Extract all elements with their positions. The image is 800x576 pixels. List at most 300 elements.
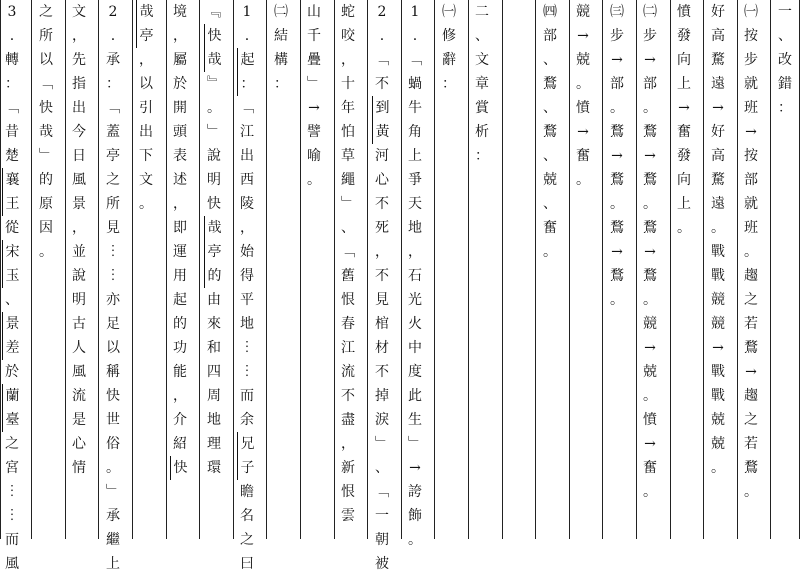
glyph: 鶩: [744, 340, 758, 356]
glyph: 蝸: [408, 76, 422, 92]
glyph: 由: [207, 292, 221, 308]
text-column: [506, 0, 526, 539]
glyph: 2: [377, 4, 387, 20]
glyph: 競: [711, 316, 725, 332]
glyph: 哉: [39, 124, 53, 140]
glyph: 騖: [711, 172, 725, 188]
glyph: 掉: [375, 388, 389, 404]
glyph: ︙: [240, 364, 254, 380]
glyph: →: [308, 100, 320, 116]
text-column: [540, 0, 560, 539]
grid-line: [770, 0, 771, 539]
glyph: 玉: [2, 264, 22, 288]
glyph: 風: [72, 172, 86, 188]
glyph: 、: [5, 292, 19, 308]
glyph: 兢: [711, 436, 725, 452]
glyph: 高: [711, 28, 725, 44]
glyph: 步: [744, 52, 758, 68]
glyph: 先: [72, 52, 86, 68]
glyph: 地: [240, 316, 254, 332]
glyph: ﹁: [408, 52, 422, 68]
glyph: 章: [475, 76, 489, 92]
glyph: 鶩: [744, 460, 758, 476]
glyph: 紹: [173, 436, 187, 452]
glyph: 。: [677, 220, 691, 236]
glyph: ，: [240, 220, 254, 236]
glyph: 千: [307, 28, 321, 44]
glyph: ，: [173, 196, 187, 212]
glyph: 疊: [307, 52, 321, 68]
glyph: 能: [173, 364, 187, 380]
text-column: [775, 0, 795, 539]
glyph: ㈢: [610, 4, 624, 20]
glyph: 。: [139, 196, 153, 212]
glyph: 新: [341, 460, 355, 476]
text-column: [674, 0, 694, 539]
glyph: 恨: [341, 484, 355, 500]
glyph: ﹂: [375, 436, 389, 452]
glyph: 奮: [543, 220, 557, 236]
glyph: 奮: [677, 124, 691, 140]
glyph: 開: [173, 100, 187, 116]
glyph: 文: [139, 172, 153, 188]
glyph: 。: [744, 244, 758, 260]
glyph: 騖: [711, 52, 725, 68]
text-column: [304, 0, 324, 539]
glyph: 。: [106, 460, 120, 476]
glyph: 光: [408, 292, 422, 308]
glyph: ﹁: [5, 100, 19, 116]
glyph: 世: [106, 412, 120, 428]
glyph: 草: [341, 148, 355, 164]
grid-line: [31, 0, 32, 539]
glyph: 之: [39, 4, 53, 20]
glyph: 部: [643, 76, 657, 92]
glyph: 昔: [5, 124, 19, 140]
glyph: 角: [408, 124, 422, 140]
glyph: 。: [408, 532, 422, 548]
glyph: 引: [139, 100, 153, 116]
grid-line: [737, 0, 738, 539]
glyph: 盡: [341, 412, 355, 428]
glyph: ㈠: [744, 4, 758, 20]
glyph: 兢: [543, 172, 557, 188]
grid-line: [569, 0, 570, 539]
text-column: [708, 0, 728, 539]
glyph: 江: [240, 124, 254, 140]
glyph: 上: [677, 76, 691, 92]
glyph: 的: [204, 264, 224, 288]
glyph: ︙: [106, 244, 120, 260]
glyph: 江: [341, 340, 355, 356]
glyph: 咬: [341, 28, 355, 44]
glyph: 爭: [408, 172, 422, 188]
glyph: 承: [106, 52, 120, 68]
glyph: 因: [39, 220, 53, 236]
grid-line: [266, 0, 267, 539]
glyph: 按: [744, 148, 758, 164]
glyph: 而: [5, 532, 19, 548]
glyph: 兢: [643, 364, 657, 380]
glyph: 部: [543, 28, 557, 44]
glyph: 亦: [106, 292, 120, 308]
glyph: 哉: [136, 0, 156, 24]
glyph: 山: [307, 4, 321, 20]
glyph: 風: [5, 556, 19, 572]
glyph: 就: [744, 76, 758, 92]
glyph: 改: [778, 52, 792, 68]
glyph: .: [379, 28, 385, 44]
glyph: 蓋: [106, 124, 120, 140]
glyph: ㈡: [643, 4, 657, 20]
glyph: ㈠: [442, 4, 456, 20]
glyph: 部: [610, 76, 624, 92]
text-column: [607, 0, 627, 539]
glyph: 平: [240, 292, 254, 308]
grid-line: [535, 0, 536, 539]
glyph: 繩: [341, 172, 355, 188]
glyph: 於: [5, 364, 19, 380]
glyph: 地: [408, 220, 422, 236]
glyph: 舊: [341, 268, 355, 284]
glyph: ，: [72, 28, 86, 44]
text-column: [472, 0, 492, 539]
glyph: 。: [610, 292, 624, 308]
glyph: 頭: [173, 124, 187, 140]
glyph: 恨: [341, 292, 355, 308]
glyph: ㈣: [543, 4, 557, 20]
glyph: 、: [543, 52, 557, 68]
glyph: ，: [408, 244, 422, 260]
glyph: 戰: [711, 244, 725, 260]
glyph: 。: [711, 460, 725, 476]
glyph: 功: [173, 340, 187, 356]
glyph: 四: [207, 364, 221, 380]
glyph: ：: [237, 72, 257, 96]
grid-line: [434, 0, 435, 539]
glyph: 心: [72, 436, 86, 452]
glyph: ：: [274, 76, 288, 92]
glyph: ：: [778, 100, 792, 116]
glyph: 出: [72, 100, 86, 116]
glyph: →: [644, 148, 656, 164]
glyph: →: [712, 100, 724, 116]
glyph: 的: [173, 316, 187, 332]
glyph: 鶩: [610, 124, 624, 140]
glyph: →: [745, 364, 757, 380]
glyph: 不: [375, 196, 389, 212]
glyph: 今: [72, 124, 86, 140]
glyph: ︙: [5, 508, 19, 524]
glyph: 辭: [442, 52, 456, 68]
glyph: 。: [610, 196, 624, 212]
glyph: 河: [375, 148, 389, 164]
glyph: 競: [643, 316, 657, 332]
glyph: 憤: [677, 4, 691, 20]
glyph: 兄: [237, 432, 257, 456]
glyph: 鶩: [643, 268, 657, 284]
glyph: 出: [240, 148, 254, 164]
grid-line: [65, 0, 66, 539]
glyph: 明: [207, 172, 221, 188]
glyph: 牛: [408, 100, 422, 116]
glyph: 修: [442, 28, 456, 44]
glyph: 石: [408, 268, 422, 284]
glyph: 快: [39, 100, 53, 116]
glyph: 鶩: [610, 268, 624, 284]
glyph: ：: [5, 76, 19, 92]
glyph: 生: [408, 412, 422, 428]
glyph: 境: [173, 4, 187, 20]
glyph: ︙: [5, 484, 19, 500]
glyph: 是: [72, 412, 86, 428]
glyph: 、: [543, 148, 557, 164]
glyph: 十: [341, 76, 355, 92]
glyph: 之: [744, 412, 758, 428]
glyph: 並: [72, 244, 86, 260]
glyph: →: [409, 460, 421, 476]
glyph: 瞻: [240, 484, 254, 500]
glyph: 西: [240, 172, 254, 188]
glyph: 1: [242, 4, 252, 20]
glyph: 俗: [106, 436, 120, 452]
glyph: 年: [341, 100, 355, 116]
glyph: 3: [7, 4, 17, 20]
glyph: 。: [643, 196, 657, 212]
glyph: 1: [410, 4, 420, 20]
glyph: 趨: [744, 388, 758, 404]
glyph: 黃: [372, 120, 392, 144]
glyph: 即: [173, 220, 187, 236]
glyph: ﹁: [39, 76, 53, 92]
glyph: ，: [341, 52, 355, 68]
glyph: ：: [106, 76, 120, 92]
glyph: 。: [643, 292, 657, 308]
glyph: 表: [173, 148, 187, 164]
text-column: [69, 0, 89, 539]
glyph: 余: [240, 412, 254, 428]
glyph: 蛇: [341, 4, 355, 20]
glyph: ﹂: [106, 484, 120, 500]
glyph: 、: [778, 28, 792, 44]
glyph: 所: [106, 196, 120, 212]
glyph: 高: [711, 148, 725, 164]
glyph: 天: [408, 196, 422, 212]
glyph: 構: [274, 52, 288, 68]
text-column: [2, 0, 22, 572]
glyph: 發: [677, 148, 691, 164]
glyph: 若: [744, 436, 758, 452]
glyph: 之: [240, 532, 254, 548]
glyph: .: [412, 28, 418, 44]
glyph: 2: [108, 4, 118, 20]
glyph: 。: [643, 388, 657, 404]
glyph: 。: [643, 100, 657, 116]
glyph: ，: [173, 388, 187, 404]
glyph: 發: [677, 28, 691, 44]
glyph: ﹁: [375, 484, 389, 500]
glyph: 。: [307, 172, 321, 188]
glyph: 按: [744, 28, 758, 44]
glyph: 快: [207, 196, 221, 212]
glyph: 鶩: [543, 76, 557, 92]
glyph: ﹁: [375, 52, 389, 68]
glyph: 班: [744, 220, 758, 236]
grid-line: [233, 0, 234, 539]
glyph: 好: [711, 4, 725, 20]
glyph: ︙: [240, 340, 254, 356]
glyph: 憤: [576, 100, 590, 116]
glyph: 宋: [2, 240, 22, 264]
glyph: 文: [475, 52, 489, 68]
glyph: 奮: [643, 460, 657, 476]
grid-line: [636, 0, 637, 539]
glyph: 遠: [711, 196, 725, 212]
glyph: 以: [39, 52, 53, 68]
glyph: 明: [72, 292, 86, 308]
grid-line: [602, 0, 603, 539]
glyph: 用: [173, 268, 187, 284]
text-column: [338, 0, 358, 539]
glyph: 度: [408, 364, 422, 380]
text-column: [103, 0, 123, 572]
glyph: →: [745, 124, 757, 140]
glyph: 之: [744, 292, 758, 308]
glyph: ﹄: [207, 76, 221, 92]
glyph: ﹂: [408, 436, 422, 452]
grid-line: [334, 0, 335, 539]
grid-line: [502, 0, 503, 539]
glyph: 宮: [5, 460, 19, 476]
glyph: 朝: [375, 532, 389, 548]
glyph: 環: [207, 460, 221, 476]
glyph: 、: [543, 100, 557, 116]
glyph: 楚: [5, 148, 19, 164]
glyph: 的: [39, 172, 53, 188]
glyph: 火: [408, 316, 422, 332]
glyph: 上: [677, 196, 691, 212]
glyph: 起: [173, 292, 187, 308]
glyph: ﹂: [341, 196, 355, 212]
glyph: ：: [475, 148, 489, 164]
glyph: .: [244, 28, 250, 44]
glyph: 結: [274, 28, 288, 44]
glyph: ：: [442, 76, 456, 92]
glyph: 一: [375, 508, 389, 524]
glyph: 快: [106, 388, 120, 404]
glyph: 流: [341, 364, 355, 380]
glyph: 之: [5, 436, 19, 452]
text-column: [372, 0, 392, 572]
glyph: 。: [207, 100, 221, 116]
text-column: [640, 0, 660, 539]
glyph: 風: [72, 364, 86, 380]
glyph: 一: [778, 4, 792, 20]
grid-line: [98, 0, 99, 539]
glyph: 出: [139, 124, 153, 140]
grid-line: [401, 0, 402, 539]
text-column: [405, 0, 425, 548]
glyph: 地: [207, 412, 221, 428]
glyph: 。: [576, 76, 590, 92]
glyph: 就: [744, 196, 758, 212]
glyph: ﹁: [341, 244, 355, 260]
glyph: 步: [643, 28, 657, 44]
glyph: 棺: [375, 316, 389, 332]
glyph: 見: [106, 220, 120, 236]
glyph: 兢: [576, 52, 590, 68]
glyph: 。: [643, 484, 657, 500]
glyph: 戰: [711, 268, 725, 284]
glyph: →: [644, 340, 656, 356]
glyph: 鶩: [643, 124, 657, 140]
glyph: 淚: [375, 412, 389, 428]
glyph: 趨: [744, 268, 758, 284]
glyph: 人: [72, 340, 86, 356]
grid-line: [703, 0, 704, 539]
glyph: 臺: [2, 408, 22, 432]
glyph: 奮: [576, 148, 590, 164]
glyph: 二: [475, 4, 489, 20]
glyph: →: [611, 148, 623, 164]
text-column: [271, 0, 291, 539]
glyph: 戰: [711, 364, 725, 380]
glyph: 名: [240, 508, 254, 524]
glyph: 若: [744, 316, 758, 332]
grid-line: [199, 0, 200, 539]
glyph: 、: [341, 220, 355, 236]
glyph: 材: [375, 340, 389, 356]
glyph: ﹂: [307, 76, 321, 92]
glyph: 不: [375, 268, 389, 284]
glyph: 怕: [341, 124, 355, 140]
glyph: 流: [72, 388, 86, 404]
grid-line: [300, 0, 301, 539]
text-column: [36, 0, 56, 539]
glyph: →: [644, 244, 656, 260]
text-column: [741, 0, 761, 539]
glyph: →: [577, 124, 589, 140]
glyph: 理: [207, 436, 221, 452]
glyph: 向: [677, 52, 691, 68]
text-column: [573, 0, 593, 539]
glyph: 心: [375, 172, 389, 188]
glyph: ，: [375, 244, 389, 260]
glyph: 指: [72, 76, 86, 92]
glyph: 景: [2, 312, 22, 336]
glyph: 。: [610, 100, 624, 116]
glyph: 錯: [778, 76, 792, 92]
glyph: 競: [576, 4, 590, 20]
glyph: 之: [106, 172, 120, 188]
glyph: 得: [240, 268, 254, 284]
grid-line: [468, 0, 469, 539]
glyph: 起: [237, 48, 257, 72]
glyph: 快: [170, 456, 190, 480]
glyph: 譬: [307, 124, 321, 140]
glyph: 不: [375, 364, 389, 380]
glyph: 周: [207, 388, 221, 404]
glyph: 介: [173, 412, 187, 428]
glyph: 述: [173, 172, 187, 188]
glyph: ︙: [106, 268, 120, 284]
glyph: 始: [240, 244, 254, 260]
text-column: [170, 0, 190, 539]
glyph: ㈡: [274, 4, 288, 20]
glyph: 鶩: [643, 220, 657, 236]
glyph: 析: [475, 124, 489, 140]
glyph: 遠: [711, 76, 725, 92]
